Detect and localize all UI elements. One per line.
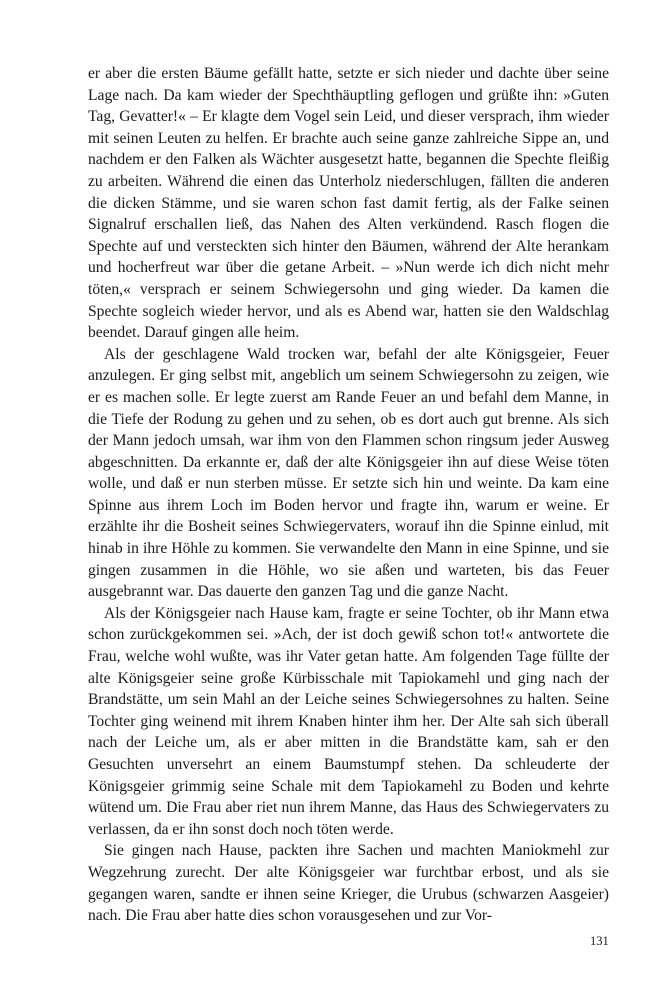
book-page bbox=[88, 63, 609, 927]
paragraph-2: Als der geschlagene Wald trocken war, befahl der alte Königsgeier, Feuer anzulegen. Er ging selbst mit, angeblich um seinem Schwiegersohn zu zeigen, wie er es machen solle. Er legte zuerst am Rande Feuer an und befahl dem Manne, in die Tiefe der Rodung zu gehen und zu sehen, ob es dort auch gut brenne. Als sich der Mann jedoch umsah, war ihm von den Flammen schon ringsum jeder Ausweg abgeschnitten. Da erkannte er, daß der alte Königsgeier ihn auf diese Weise töten wolle, und daß er nun sterben müsse. Er setzte sich hin und weinte. Da kam eine Spinne aus ihrem Loch im Boden hervor und fragte ihn, warum er weine. Er erzählte ihr die Bosheit seines Schwiegervaters, worauf ihn die Spinne einlud, mit hinab in ihre Höhle zu kommen. Sie verwandelte den Mann in eine Spinne, und sie gingen zusammen in die Höhle, wo sie aßen und warteten, bis das Feuer ausgebrannt war. Das dauerte den ganzen Tag und die ganze Nacht. bbox=[88, 345, 609, 601]
paragraph-1: er aber die ersten Bäume gefällt hatte, setzte er sich nieder und dachte über seine Lage nach. Da kam wieder der Spechthäuptling geflogen und grüßte ihn: »Guten Tag, Gevatter!« – Er klagte dem Vogel sein Leid, und dieser versprach, ihm wieder mit seinen Leuten zu helfen. Er brachte auch seine ganze zahlreiche Sippe an, und nachdem er den Falken als Wächter ausgesetzt hatte, begannen die Spechte fleißig zu arbeiten. Während die einen das Unterholz niederschlugen, fällten die anderen die dicken Stämme, und sie waren schon fast damit fertig, als der Falke seinen Signalruf erschallen ließ, das Nahen des Alten verkündend. Rasch flogen die Spechte auf und versteckten sich hinter den Bäumen, während der Alte herankam und hocherfreut war über die getane Arbeit. – »Nun werde ich dich nicht mehr töten,« versprach er seinem Schwiegersohn und ging wieder. Da kamen die Spechte sogleich wieder hervor, und als es Abend war, hatten sie den Waldschlag beendet. Darauf gingen alle heim. bbox=[88, 65, 609, 342]
body-text bbox=[88, 63, 609, 927]
page-number: 131 bbox=[590, 934, 609, 948]
paragraph-4: Sie gingen nach Hause, packten ihre Sachen und machten Maniokmehl zur Wegzehrung zurecht. Der alte Königsgeier war furchtbar erbost, und als sie gegangen waren, sandte er ihnen seine Krieger, die Urubus (schwarzen Aasgeier) nach. Die Frau aber hatte dies schon vorausgesehen und zur Vor- bbox=[88, 842, 609, 925]
paragraph-3: Als der Königsgeier nach Hause kam, fragte er seine Tochter, ob ihr Mann etwa schon zurückgekommen sei. »Ach, der ist doch gewiß schon tot!« antwortete die Frau, welche wohl wußte, was ihr Vater getan hatte. Am folgenden Tage füllte der alte Königsgeier seine große Kürbisschale mit Tapiokamehl und ging nach der Brandstätte, um sein Mahl an der Leiche seines Schwiegersohnes zu halten. Seine Tochter ging weinend mit ihrem Knaben hinter ihm her. Der Alte sah sich überall nach der Leiche um, als er aber mitten in die Brandstätte kam, sah er den Gesuchten unversehrt an einem Baumstumpf stehen. Da schleuderte der Königsgeier grimmig seine Schale mit dem Tapiokamehl zu Boden und kehrte wütend um. Die Frau aber riet nun ihrem Manne, das Haus des Schwiegervaters zu verlassen, da er ihn sonst doch noch töten werde. bbox=[88, 604, 609, 838]
